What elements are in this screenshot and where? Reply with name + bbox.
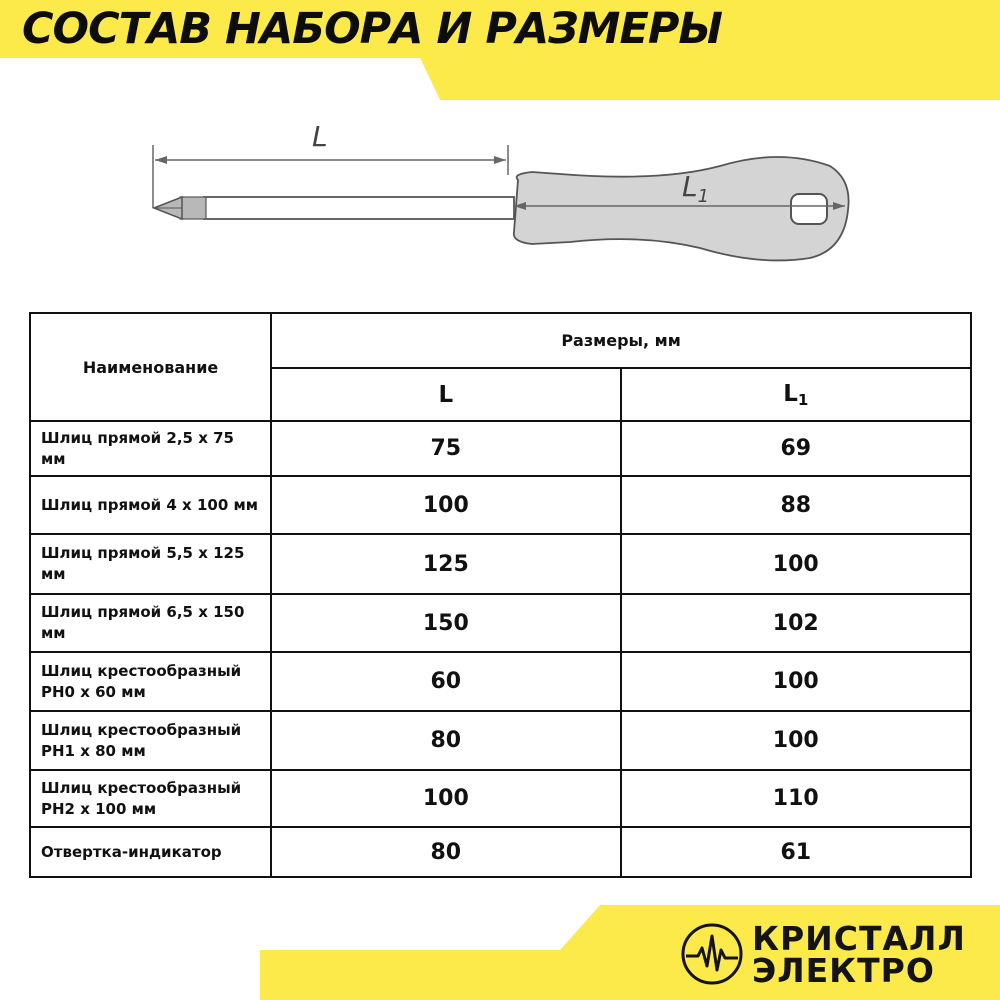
spec-table (29, 312, 972, 878)
shaft-tip-band (180, 197, 206, 219)
row-l1: 110 (621, 770, 971, 827)
row-name: Шлиц прямой 6,5 х 150 мм (30, 594, 271, 652)
header-l: L (271, 368, 620, 421)
row-l1: 100 (621, 652, 971, 711)
row-l: 60 (271, 652, 620, 711)
handle-hole-icon (791, 194, 827, 224)
row-name: Шлиц прямой 4 х 100 мм (30, 476, 271, 534)
top-white-notch (0, 58, 440, 100)
header-dims: Размеры, мм (271, 313, 971, 368)
row-name: Отвертка-индикатор (30, 827, 271, 877)
header-name: Наименование (30, 313, 271, 421)
row-l1: 100 (621, 534, 971, 594)
screwdriver-shaft (204, 197, 514, 219)
dim-l-label: L (312, 120, 328, 153)
table-row (30, 421, 971, 476)
row-name: Шлиц прямой 5,5 х 125 мм (30, 534, 271, 594)
row-name: Шлиц крестообразный PH0 х 60 мм (30, 652, 271, 711)
table-row (30, 476, 971, 534)
row-l1: 102 (621, 594, 971, 652)
brand-logo (680, 914, 980, 994)
row-l: 80 (271, 711, 620, 770)
pulse-circle-icon (680, 922, 744, 986)
row-l1: 61 (621, 827, 971, 877)
row-l1: 69 (621, 421, 971, 476)
row-l: 125 (271, 534, 620, 594)
table-row (30, 827, 971, 877)
screwdriver-diagram (140, 110, 860, 280)
table-row (30, 594, 971, 652)
row-l: 75 (271, 421, 620, 476)
row-l1: 88 (621, 476, 971, 534)
row-l: 100 (271, 770, 620, 827)
page-title: СОСТАВ НАБОРА И РАЗМЕРЫ (22, 4, 722, 54)
row-name: Шлиц крестообразный PH2 х 100 мм (30, 770, 271, 827)
dim-l1-label: $L_1$ (682, 170, 710, 207)
logo-line1: КРИСТАЛЛ (752, 919, 966, 958)
table-row (30, 652, 971, 711)
logo-line2: ЭЛЕКТРО (752, 951, 935, 990)
row-l1: 100 (621, 711, 971, 770)
table-row (30, 711, 971, 770)
row-l: 150 (271, 594, 620, 652)
row-name: Шлиц прямой 2,5 х 75 мм (30, 421, 271, 476)
table-row (30, 770, 971, 827)
row-l: 100 (271, 476, 620, 534)
header-l1: $L_1$ (621, 368, 971, 421)
row-name: Шлиц крестообразный PH1 х 80 мм (30, 711, 271, 770)
table-row (30, 534, 971, 594)
row-l: 80 (271, 827, 620, 877)
